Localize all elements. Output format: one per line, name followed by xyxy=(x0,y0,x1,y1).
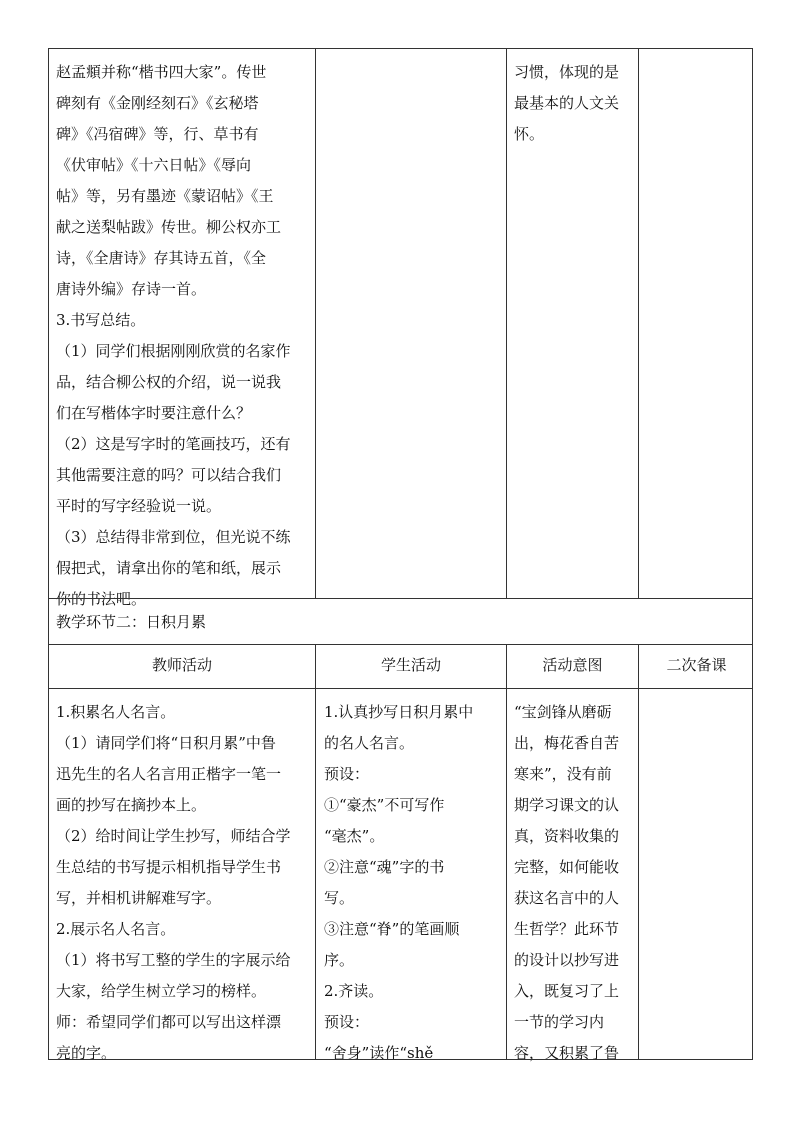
text-line: 画的抄写在摘抄本上。 xyxy=(56,796,207,814)
text-line: 唐诗外编》存诗一首。 xyxy=(56,280,207,298)
teacher-activity-cell xyxy=(49,48,315,608)
content-row xyxy=(48,688,753,1060)
text-line: 序。 xyxy=(324,951,355,969)
text-line: 亮的字。 xyxy=(56,1044,117,1062)
activity-intent-text xyxy=(507,688,638,1069)
text-line: 写。 xyxy=(324,889,355,907)
text-line: ①“豪杰”不可写作 xyxy=(324,796,445,814)
lesson-plan-table xyxy=(48,48,753,1060)
activity-intent-cell xyxy=(506,688,638,1060)
activity-intent-cell xyxy=(506,48,638,598)
section-row xyxy=(48,598,753,644)
header-second-prep: 二次备课 xyxy=(638,644,754,688)
text-line: （2）给时间让学生抄写，师结合学 xyxy=(56,827,291,845)
text-line: ③注意“脊”的笔画顺 xyxy=(324,920,460,938)
text-line: 2.展示名人名言。 xyxy=(56,920,176,938)
text-line: 生总结的书写提示相机指导学生书 xyxy=(56,858,282,876)
teacher-activity-text xyxy=(49,688,315,1069)
text-line: 迅先生的名人名言用正楷字一笔一 xyxy=(56,765,282,783)
text-line: 你的书法吧。 xyxy=(56,590,147,608)
text-line: 的名人名言。 xyxy=(324,734,415,752)
text-line: 怀。 xyxy=(514,125,545,143)
continuation-row xyxy=(48,48,753,608)
text-line: 帖》等，另有墨迹《蒙诏帖》《王 xyxy=(56,187,274,205)
text-line: 入，既复习了上 xyxy=(514,982,620,1000)
text-line: （3）总结得非常到位，但光说不练 xyxy=(56,528,291,546)
text-line: “毫杰”。 xyxy=(324,827,385,845)
text-line: 假把式，请拿出你的笔和纸，展示 xyxy=(56,559,282,577)
activity-intent-text xyxy=(507,48,638,150)
header-teacher-activity: 教师活动 xyxy=(151,656,212,674)
text-line: 生哲学？此环节 xyxy=(514,920,620,938)
text-line: 诗，《全唐诗》存其诗五首，《全 xyxy=(56,249,267,267)
text-line: （2）这是写字时的笔画技巧，还有 xyxy=(56,435,291,453)
text-line: 2.齐读。 xyxy=(324,982,384,1000)
text-line: 师：希望同学们都可以写出这样漂 xyxy=(56,1013,282,1031)
header-activity-intent: 活动意图 xyxy=(506,644,638,688)
text-line: 3.书写总结。 xyxy=(56,311,146,329)
header-student-activity: 学生活动 xyxy=(315,644,506,688)
second-prep-cell xyxy=(638,48,754,598)
text-line: 习惯，体现的是 xyxy=(514,63,620,81)
text-line: 其他需要注意的吗？可以结合我们 xyxy=(56,466,282,484)
student-activity-text xyxy=(316,688,506,1069)
text-line: 献之送梨帖跋》传世。柳公权亦工 xyxy=(56,218,282,236)
text-line: ②注意“魂”字的书 xyxy=(324,858,445,876)
text-line: 赵孟頫并称“楷书四大家”。传世 xyxy=(56,63,267,81)
table-bottom-border xyxy=(48,1059,753,1060)
second-prep-cell xyxy=(638,688,754,1060)
text-line: （1）将书写工整的学生的字展示给 xyxy=(56,951,291,969)
teacher-activity-cell xyxy=(49,688,315,1060)
text-line: （1）同学们根据刚刚欣赏的名家作 xyxy=(56,342,291,360)
text-line: 完整，如何能收 xyxy=(514,858,620,876)
row-divider xyxy=(48,598,753,599)
student-activity-cell xyxy=(315,688,506,1060)
text-line: “宝剑锋从磨砺 xyxy=(514,703,612,721)
text-line: （1）请同学们将“日积月累”中鲁 xyxy=(56,734,276,752)
text-line: 预设： xyxy=(324,1013,370,1031)
text-line: “舍身”读作“shě xyxy=(324,1044,434,1062)
student-activity-cell xyxy=(315,48,506,598)
text-line: 的设计以抄写进 xyxy=(514,951,620,969)
text-line: 碑刻有《金刚经刻石》《玄秘塔 xyxy=(56,94,259,112)
text-line: 1.认真抄写日积月累中 xyxy=(324,703,474,721)
text-line: 大家，给学生树立学习的榜样。 xyxy=(56,982,267,1000)
text-line: 出，梅花香自苦 xyxy=(514,734,620,752)
row-divider xyxy=(48,644,753,645)
text-line: 一节的学习内 xyxy=(514,1013,605,1031)
text-line: 平时的写字经验说一说。 xyxy=(56,497,222,515)
text-line: 《伏审帖》《十六日帖》《辱向 xyxy=(56,156,252,174)
text-line: 真，资料收集的 xyxy=(514,827,620,845)
teacher-activity-text xyxy=(49,48,315,615)
text-line: 碑》《冯宿碑》等，行、草书有 xyxy=(56,125,259,143)
text-line: 最基本的人文关 xyxy=(514,94,620,112)
section-title: 教学环节二：日积月累 xyxy=(56,613,207,631)
text-line: 写，并相机讲解难写字。 xyxy=(56,889,222,907)
text-line: 预设： xyxy=(324,765,370,783)
text-line: 容，又积累了鲁 xyxy=(514,1044,620,1062)
text-line: 1.积累名人名言。 xyxy=(56,703,176,721)
header-row xyxy=(48,644,753,688)
table-top-border xyxy=(48,48,753,49)
row-divider xyxy=(48,688,753,689)
text-line: 寒来”，没有前 xyxy=(514,765,612,783)
text-line: 获这名言中的人 xyxy=(514,889,620,907)
text-line: 们在写楷体字时要注意什么？ xyxy=(56,404,252,422)
text-line: 品，结合柳公权的介绍，说一说我 xyxy=(56,373,282,391)
text-line: 期学习课文的认 xyxy=(514,796,620,814)
